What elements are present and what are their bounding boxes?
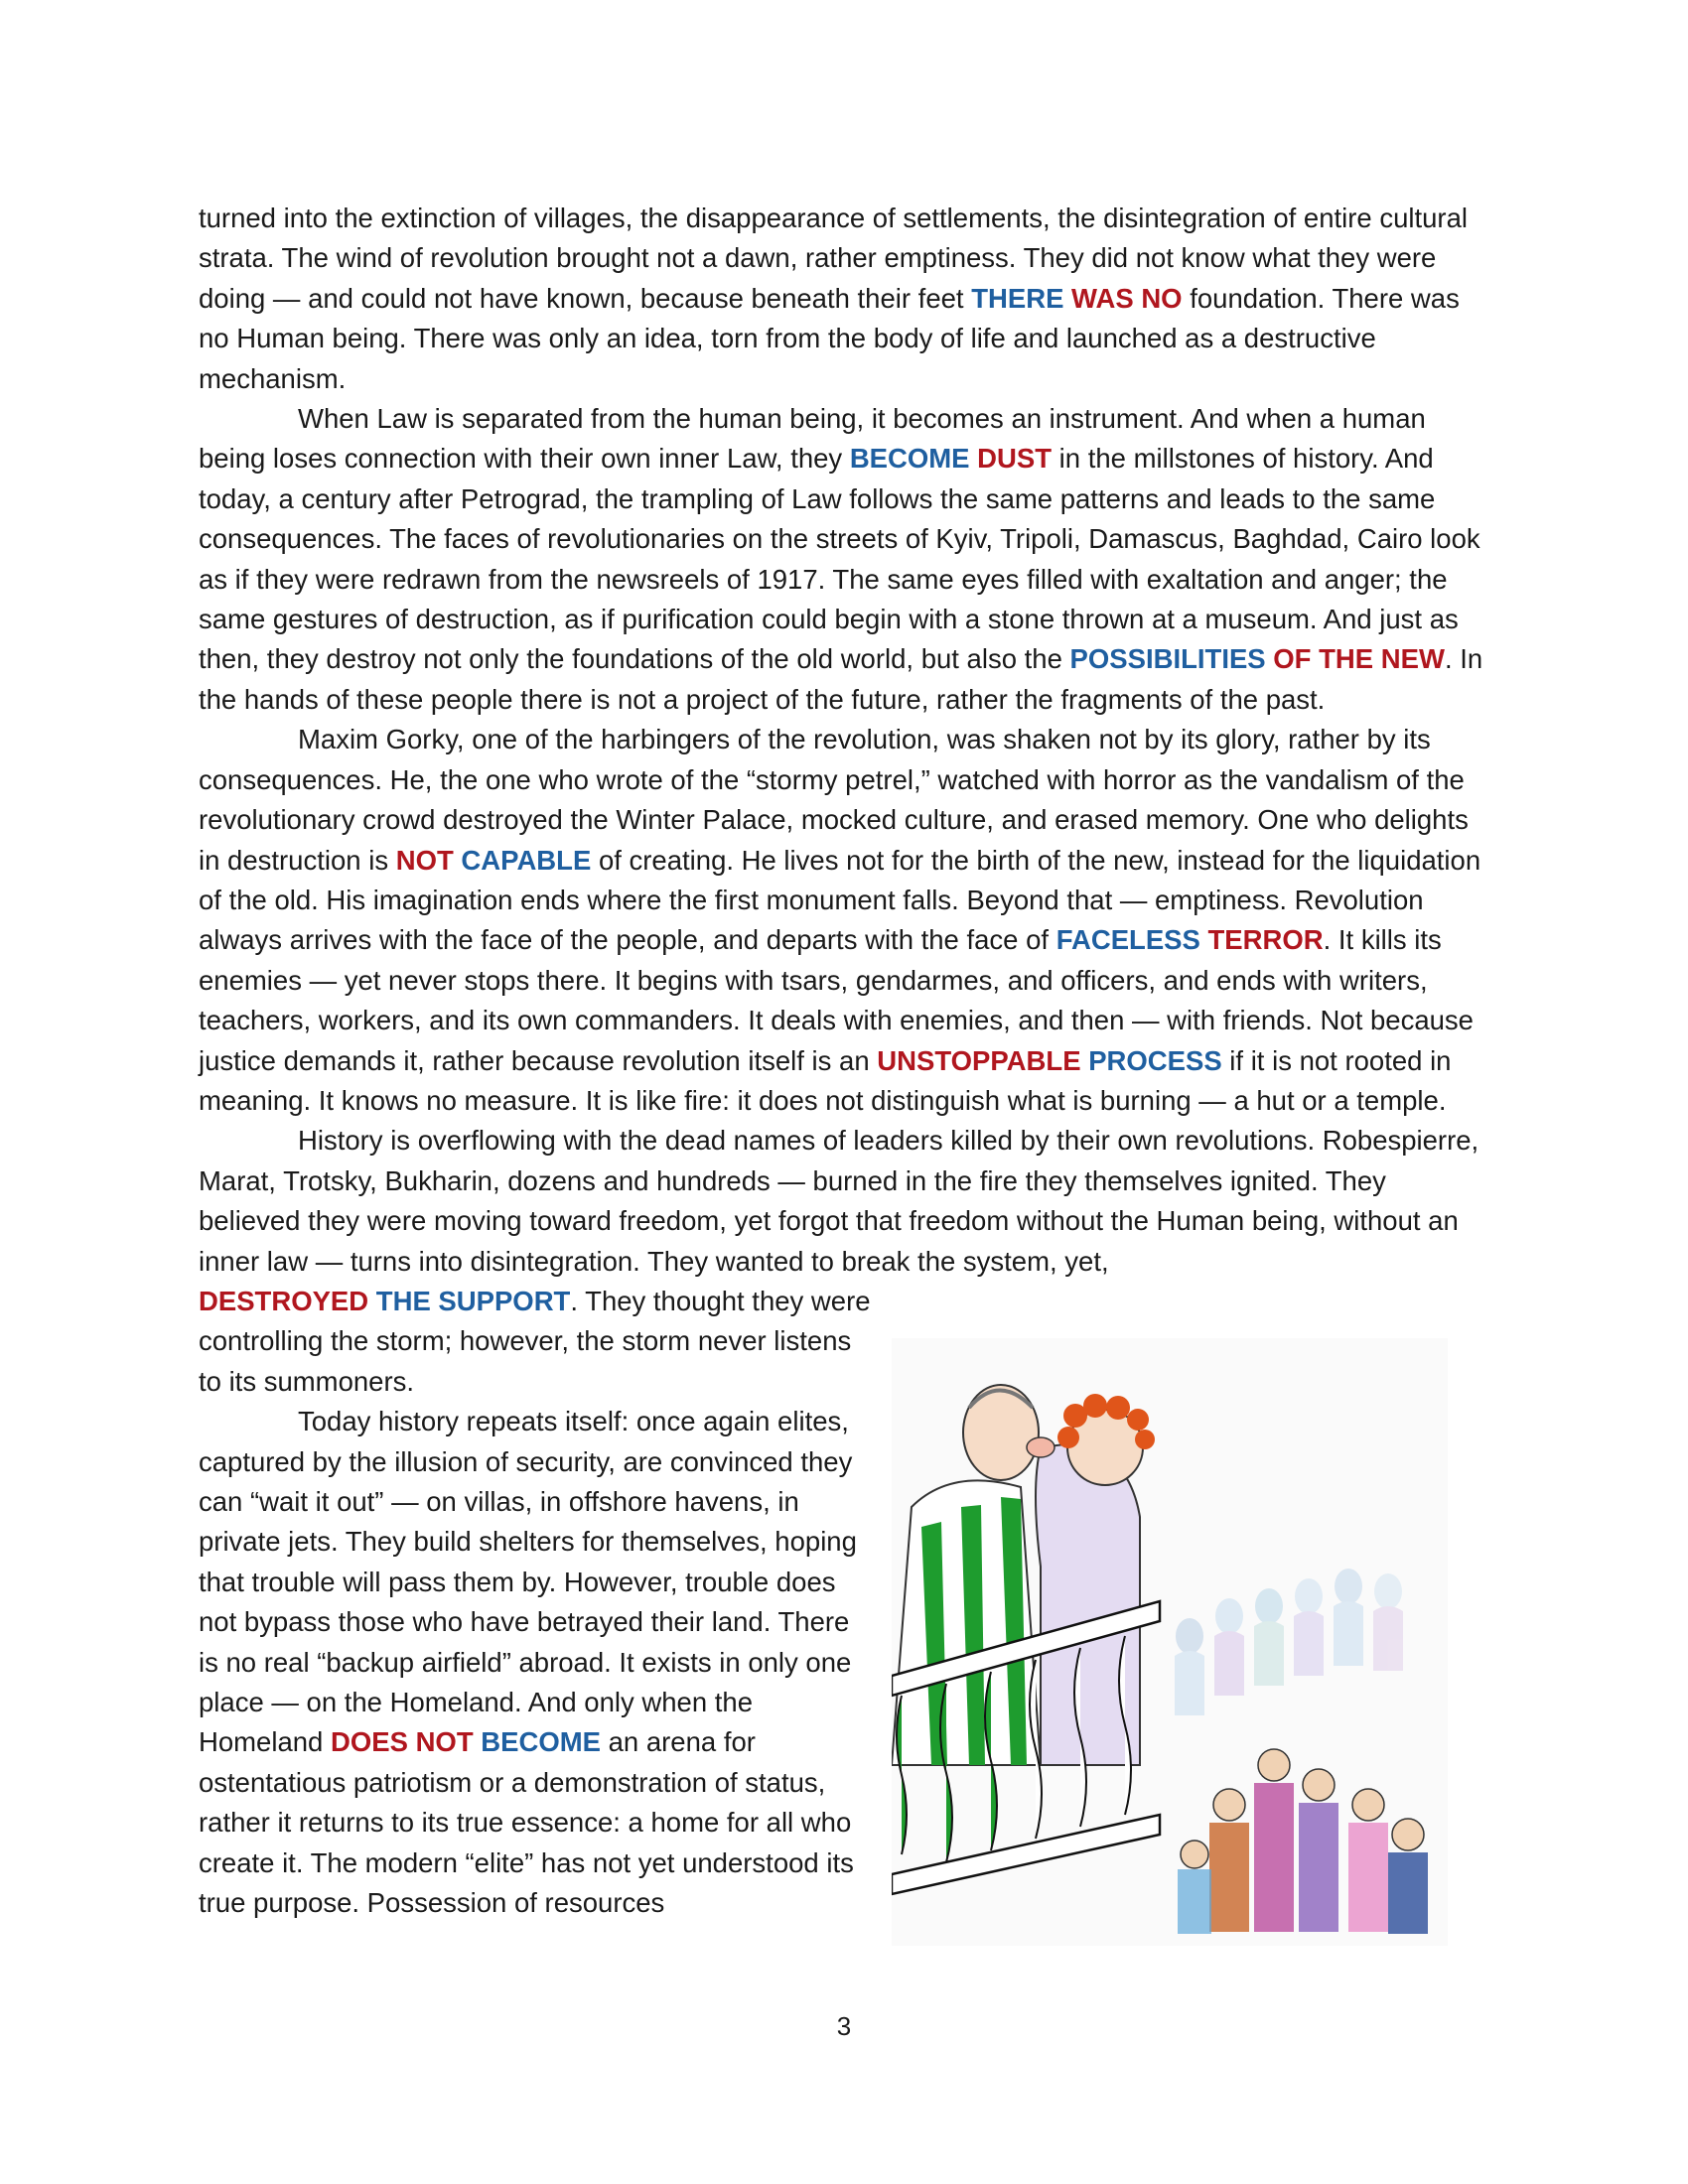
highlight-blue: BECOME — [481, 1726, 601, 1758]
text-run: of creating. He lives not for the birth of the new, instead for the liquidation of the old. His imagination ends where the first monument falls. Beyond that — emptiness. Revolution always arrives with the face of the people, and departs with the face of — [199, 844, 1481, 956]
highlight-red: DESTROYED — [199, 1285, 369, 1316]
highlight-blue: CAPABLE — [461, 844, 592, 876]
paragraph-3 — [199, 720, 1489, 1121]
text-run: an arena for ostentatious patriotism or a demonstration of status, rather it returns to its true essence: a home for all who create it. The modern “elite” has not yet understood its true purpose. Possession of resources — [199, 1726, 854, 1919]
highlight-blue: POSSIBILITIES — [1069, 643, 1266, 675]
text-run: . They thought they were controlling the storm; however, the storm never listens to its summoners. — [199, 1285, 871, 1397]
highlight-red: NOT — [395, 844, 454, 876]
highlight-red: UNSTOPPABLE — [877, 1044, 1081, 1076]
page-number: 3 — [836, 2011, 852, 2041]
paragraph-4b — [199, 1282, 874, 1402]
highlight-blue: THE SUPPORT — [375, 1285, 571, 1316]
balcony-crowd-illustration — [892, 1338, 1448, 1946]
paragraph-4a — [199, 1121, 1489, 1282]
paragraph-1 — [199, 199, 1489, 399]
highlight-blue: THERE — [971, 282, 1064, 314]
text-run: foundation. There was no Human being. There was only an idea, torn from the body of life and launched as a destructive mechanism. — [199, 282, 1460, 394]
highlight-red: TERROR — [1207, 924, 1324, 956]
text-run: in the millstones of history. And today, a century after Petrograd, the trampling of Law follows the same patterns and leads to the same consequences. The faces of revolutionaries on the streets of Kyiv, Tripoli, Damascus, Baghdad, Cairo look as if they were redrawn from the newsreels of 1917. The same eyes filled with exaltation and anger; the same gestures of destruction, as if purification could begin with a stone thrown at a museum. And just as then, they destroy not only the foundations of the old world, but also the — [199, 443, 1480, 675]
paragraph-5 — [199, 1402, 874, 1923]
highlight-red: OF THE NEW — [1273, 643, 1445, 675]
text-run: When Law is separated from the human being, it becomes an instrument. And when a human being loses connection with their own inner Law, they — [199, 403, 1426, 475]
text-run: History is overflowing with the dead names of leaders killed by their own revolutions. Robespierre, Marat, Trotsky, Bukharin, dozens and hundreds — burned in the fire they themselves ignited. They believed they were moving toward freedom, yet forgot that freedom without the Human being, without an inner law — turns into disintegration. They wanted to break the system, yet, — [199, 1125, 1479, 1277]
text-run: Today history repeats itself: once again elites, captured by the illusion of security, are convinced they can “wait it out” — on villas, in offshore havens, in private jets. They build shelters for themselves, hoping that trouble will pass them by. However, trouble does not bypass those who have betrayed their land. There is no real “backup airfield” abroad. It exists in only one place — on the Homeland. And only when the Homeland — [199, 1406, 857, 1758]
text-run: turned into the extinction of villages, the disappearance of settlements, the disintegration of entire cultural strata. The wind of revolution brought not a dawn, rather emptiness. They did not know what they were doing — and could not have known, because beneath their feet — [199, 203, 1468, 314]
highlight-red: WAS NO — [1071, 282, 1183, 314]
highlight-blue: FACELESS — [1055, 924, 1200, 956]
highlight-blue: BECOME — [849, 443, 970, 475]
text-run: . In the hands of these people there is not a project of the future, rather the fragments of the past. — [199, 643, 1483, 715]
text-run: . It kills its enemies — yet never stops there. It begins with tsars, gendarmes, and officers, and ends with writers, teachers, workers, and its own commanders. It deals with enemies, and then — with friends. Not because justice demands it, rather because revolution itself is an — [199, 924, 1474, 1076]
highlight-red: DOES NOT — [331, 1726, 474, 1758]
highlight-red: DUST — [977, 443, 1053, 475]
text-run: if it is not rooted in meaning. It knows no measure. It is like fire: it does not distinguish what is burning — a hut or a temple. — [199, 1044, 1452, 1116]
paragraph-2 — [199, 399, 1489, 720]
narrow-column — [199, 1282, 874, 1924]
text-run: Maxim Gorky, one of the harbingers of the revolution, was shaken not by its glory, rather by its consequences. He, the one who wrote of the “stormy petrel,” watched with horror as the vandalism of the revolutionary crowd destroyed the Winter Palace, mocked culture, and erased memory. One who delights in destruction is — [199, 724, 1469, 876]
highlight-blue: PROCESS — [1088, 1044, 1222, 1076]
